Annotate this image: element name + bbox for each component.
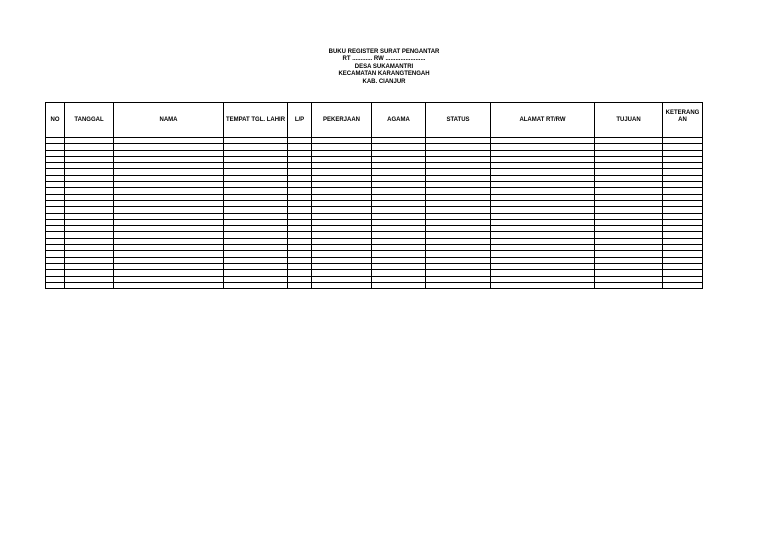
table-cell	[312, 282, 372, 288]
column-header-tujuan: TUJUAN	[595, 103, 663, 138]
district-line: KECAMATAN KARANGTENGAH	[338, 71, 430, 78]
table-cell	[663, 282, 703, 288]
table-cell	[426, 282, 491, 288]
table-cell	[595, 282, 663, 288]
document-header	[0, 49, 768, 86]
table-row	[46, 282, 703, 288]
document-title: BUKU REGISTER SURAT PENGANTAR	[328, 49, 440, 55]
table-cell	[372, 282, 426, 288]
column-header-nama: NAMA	[114, 103, 224, 138]
table-cell	[65, 282, 114, 288]
column-header-tanggal: TANGGAL	[65, 103, 114, 138]
column-header-agama: AGAMA	[372, 103, 426, 138]
rt-rw-line: RT ............ RW ........................	[342, 56, 426, 63]
register-table	[45, 102, 703, 289]
table-cell	[491, 282, 595, 288]
table-cell	[46, 282, 65, 288]
column-header-tempat-tgl-lahir: TEMPAT TGL. LAHIR	[224, 103, 288, 138]
column-header-no: NO	[46, 103, 65, 138]
regency-line: KAB. CIANJUR	[362, 78, 406, 85]
column-header-status: STATUS	[426, 103, 491, 138]
column-header-alamat: ALAMAT RT/RW	[491, 103, 595, 138]
table-cell	[288, 282, 312, 288]
village-line: DESA SUKAMANTRI	[354, 63, 414, 70]
column-header-pekerjaan: PEKERJAAN	[312, 103, 372, 138]
register-table-body	[46, 138, 703, 289]
table-cell	[224, 282, 288, 288]
column-header-keterangan: KETERANGAN	[663, 103, 703, 138]
column-header-lp: L/P	[288, 103, 312, 138]
table-cell	[114, 282, 224, 288]
table-header-row	[46, 103, 703, 138]
